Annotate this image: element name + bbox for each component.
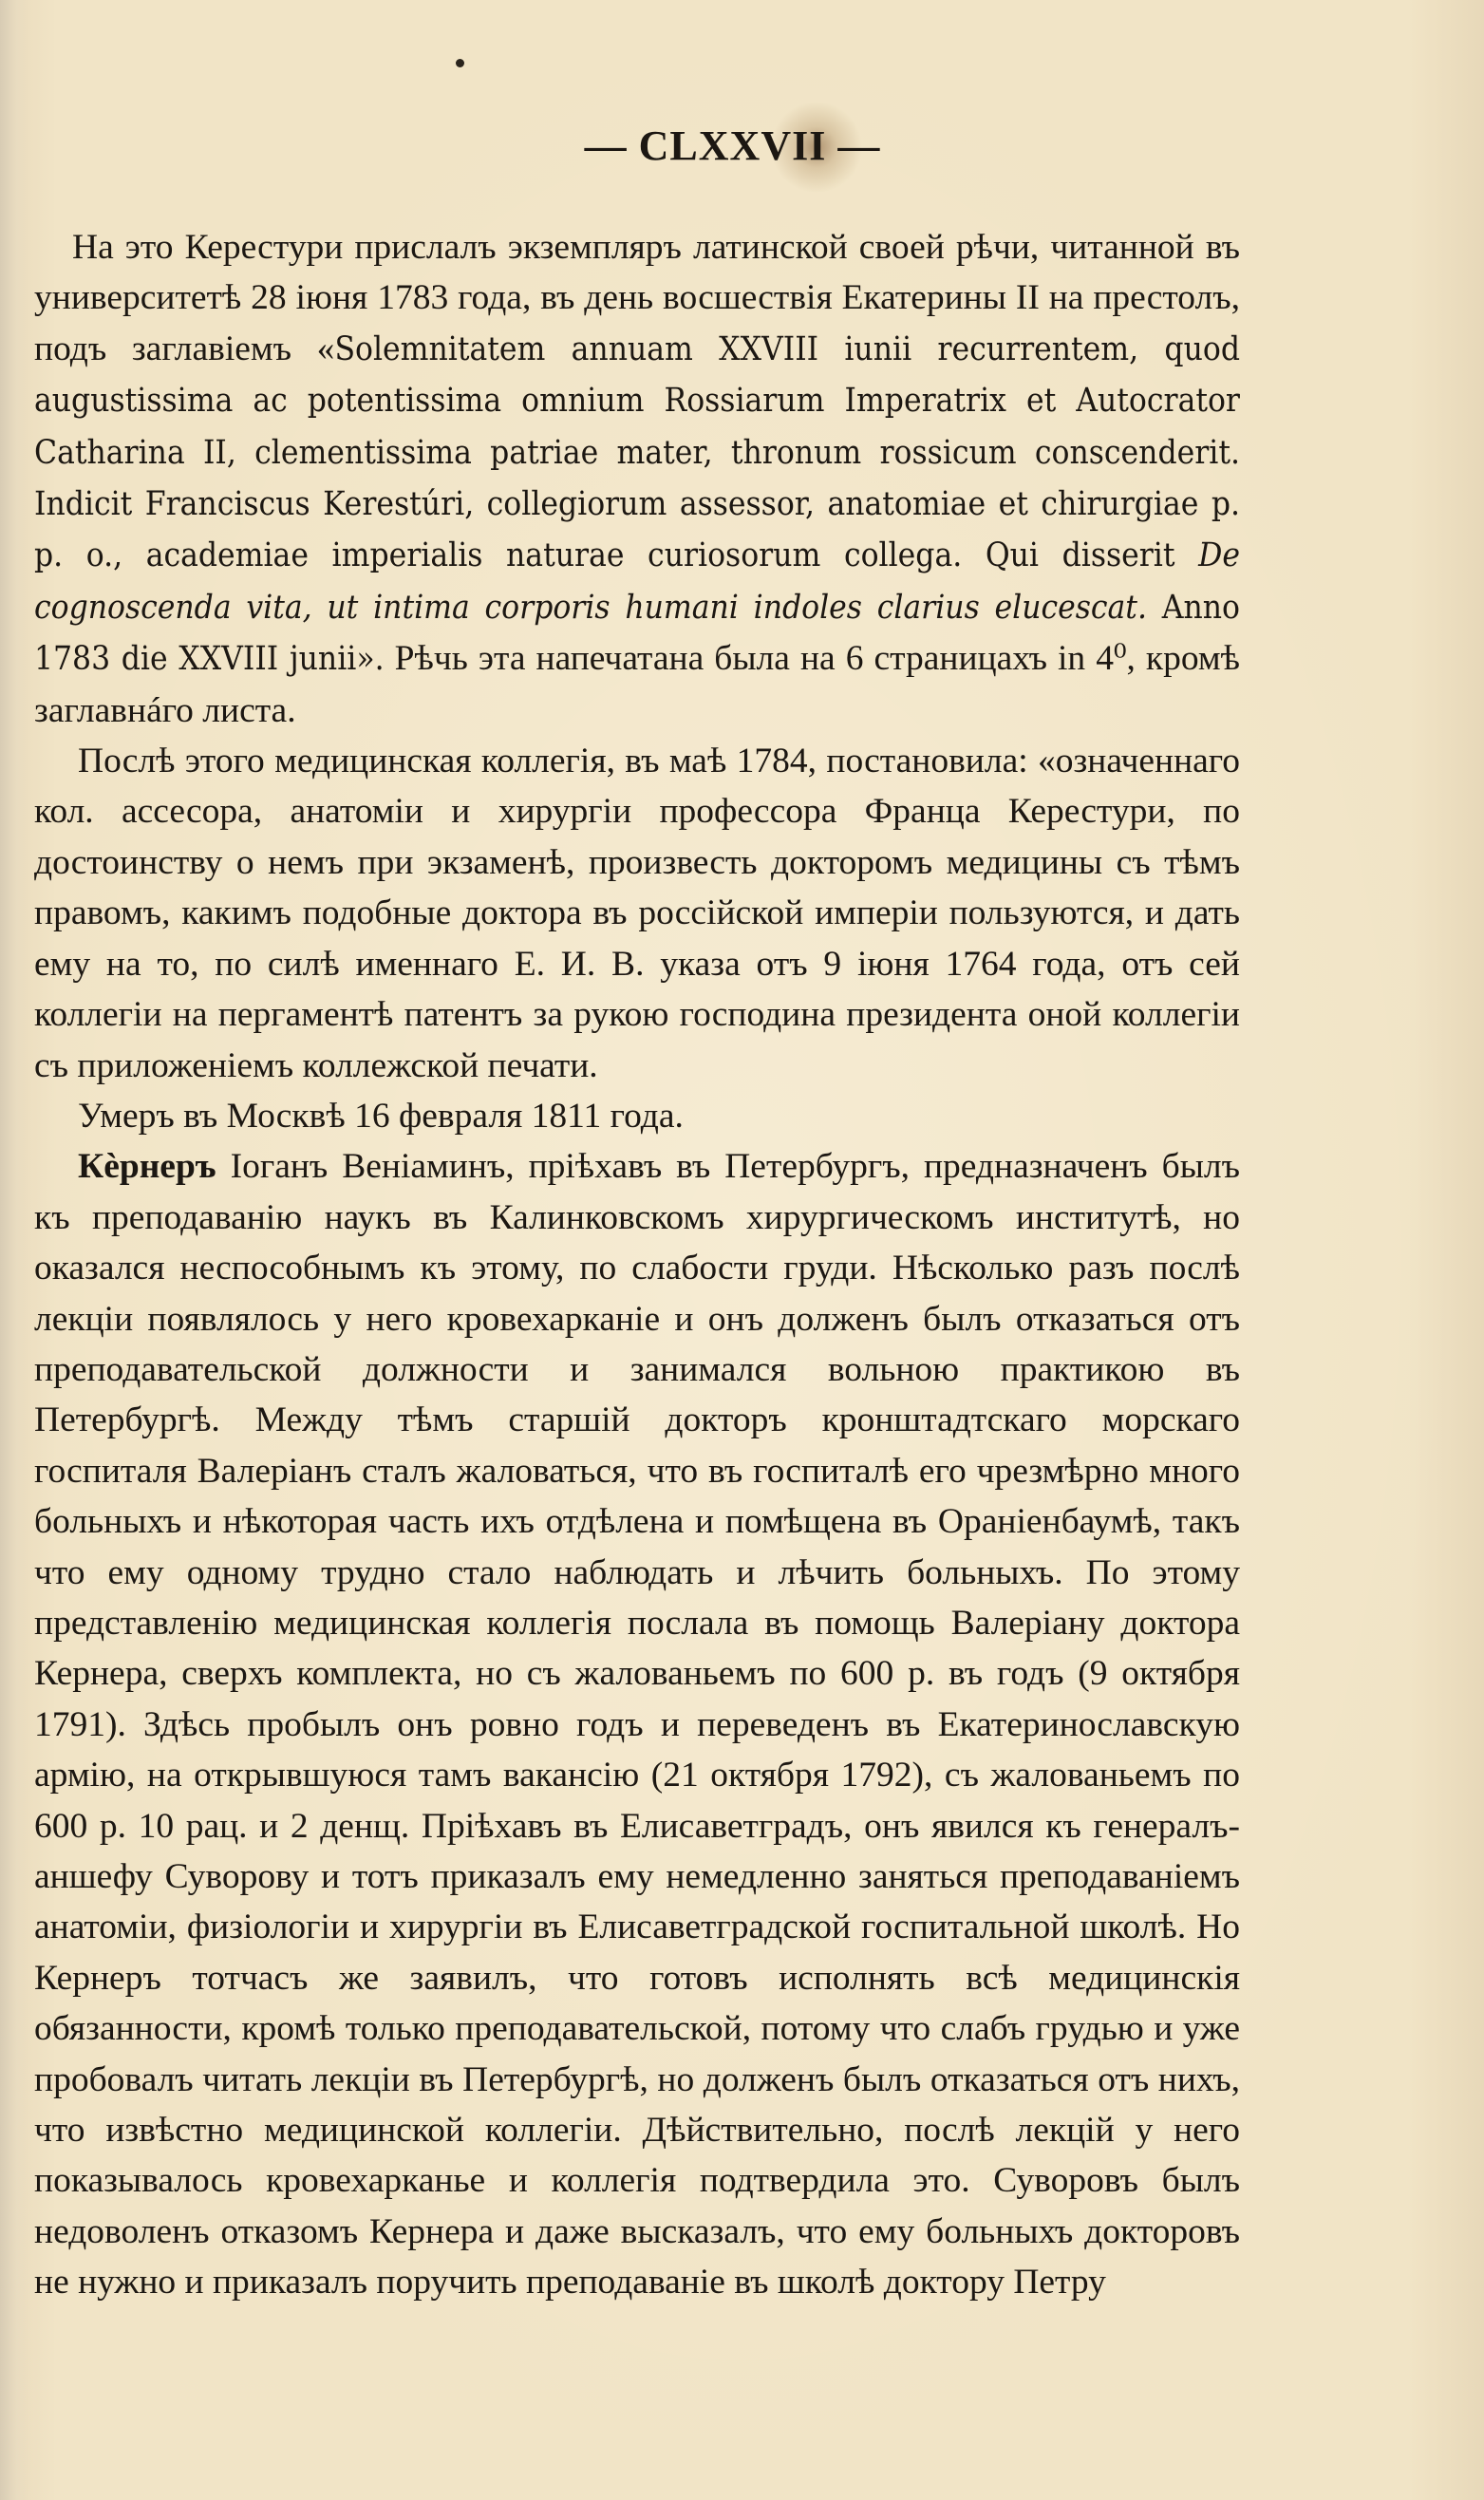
page-spine-shadow <box>0 0 28 2500</box>
page-number-header: — CLXXVII — <box>584 122 881 169</box>
ink-dot-mark <box>456 59 464 67</box>
paragraph-3: Умеръ въ Москвѣ 16 февраля 1811 года. <box>78 1096 684 1136</box>
body-text <box>34 222 1240 2308</box>
paragraph-4 <box>34 1141 1240 2307</box>
paragraph-1 <box>34 222 1240 736</box>
paragraph-1-russian-note: Рѣчь эта напечатана была на 6 страницахъ in 4⁰, кромѣ заглавнáго листа. <box>34 639 1240 730</box>
paragraph-1-russian-intro: На это Керестури прислалъ экземпляръ латинской своей рѣчи, читанной въ университетѣ 28 іюня 1783 года, въ день восшествія Екатерины II на престолъ, подъ заглавіемъ « <box>34 228 1240 368</box>
paragraph-1-latin-title: Solemnitatem annuam XXVIII iunii recurrentem, quod augustissima ac potentissima omnium Rossiarum Imperatrix et Autocrator Catharina II, clementissima patriae mater, thronum rossicum conscenderit. Indicit Franciscus Kerestúri, collegiorum assessor, anatomiae et chirurgiae p. p. o., academiae imperialis naturae curiosorum collega. Qui disserit <box>34 329 1240 575</box>
paragraph-4-text: Іоганъ Веніаминъ, пріѣхавъ въ Петербургъ, предназначенъ былъ къ преподаванію наукъ въ Калинковскомъ хирургическомъ институтѣ, но оказался неспособнымъ къ этому, по слабости груди. Нѣсколько разъ послѣ лекціи появлялось у него кровехарканіе и онъ долженъ былъ отказаться отъ преподавательской должности и занимался вольною практикою въ Петербургѣ. Между тѣмъ старшій докторъ кронштадтскаго морскаго госпиталя Валеріанъ сталъ жаловаться, что въ госпиталѣ его чрезмѣрно много больныхъ и нѣкоторая часть ихъ отдѣлена и помѣщена въ Ораніенбаумѣ, такъ что ему одному трудно стало наблюдать и лѣчить больныхъ. По этому представленію медицинская коллегія послала въ помощь Валеріану доктора Кернера, сверхъ комплекта, но съ жалованьемъ по 600 р. въ годъ (9 октября 1791). Здѣсь пробылъ онъ ровно годъ и переведенъ въ Екатеринославскую армію, на открывшуюся тамъ вакансію (21 октября 1792), съ жалованьемъ по 600 р. 10 рац. и 2 денщ. Пріѣхавъ въ Елисаветградъ, онъ явился къ генералъ-аншефу Суворову и тотъ приказалъ ему немедленно заняться преподаваніемъ анатоміи, физіологіи и хирургіи въ Елисаветградской госпитальной школѣ. Но Кернеръ тотчасъ же заявилъ, что готовъ исполнять всѣ медицинскія обязанности, кромѣ только преподавательской, потому что слабъ грудью и уже пробовалъ читать лекціи въ Петербургѣ, но долженъ былъ отказаться отъ нихъ, что извѣстно медицинской коллегіи. Дѣйствительно, послѣ лекцій у него показывалось кровехарканье и коллегія подтвердила это. Суворовъ былъ недоволенъ отказомъ Кернера и даже высказалъ, что ему больныхъ докторовъ не нужно и приказалъ поручить преподаваніе въ школѣ доктору Петру <box>34 1147 1240 2303</box>
paragraph-1-latin-date: Anno 1783 die XXVIII junii». <box>34 588 1240 679</box>
paragraph-1-latin-italic-title: De cognoscenda vita, ut intima corporis humani indoles clarius elucescat. <box>34 536 1240 627</box>
paragraph-2: Послѣ этого медицинская коллегія, въ маѣ 1784, постановила: «означеннаго кол. ассесора, анатоміи и хирургіи профессора Франца Керестури, по достоинству о немъ при экзаменѣ, произвесть докторомъ медицины съ тѣмъ правомъ, какимъ подобные доктора въ россійской имперіи пользуются, и дать ему на то, по силѣ именнаго Е. И. В. указа отъ 9 іюня 1764 года, отъ сей коллегіи на пергаментѣ патентъ за рукою господина президента оной коллегіи съ приложеніемъ коллежской печати. <box>34 742 1240 1085</box>
paragraph-4-name: Кѐрнеръ <box>78 1147 216 1187</box>
